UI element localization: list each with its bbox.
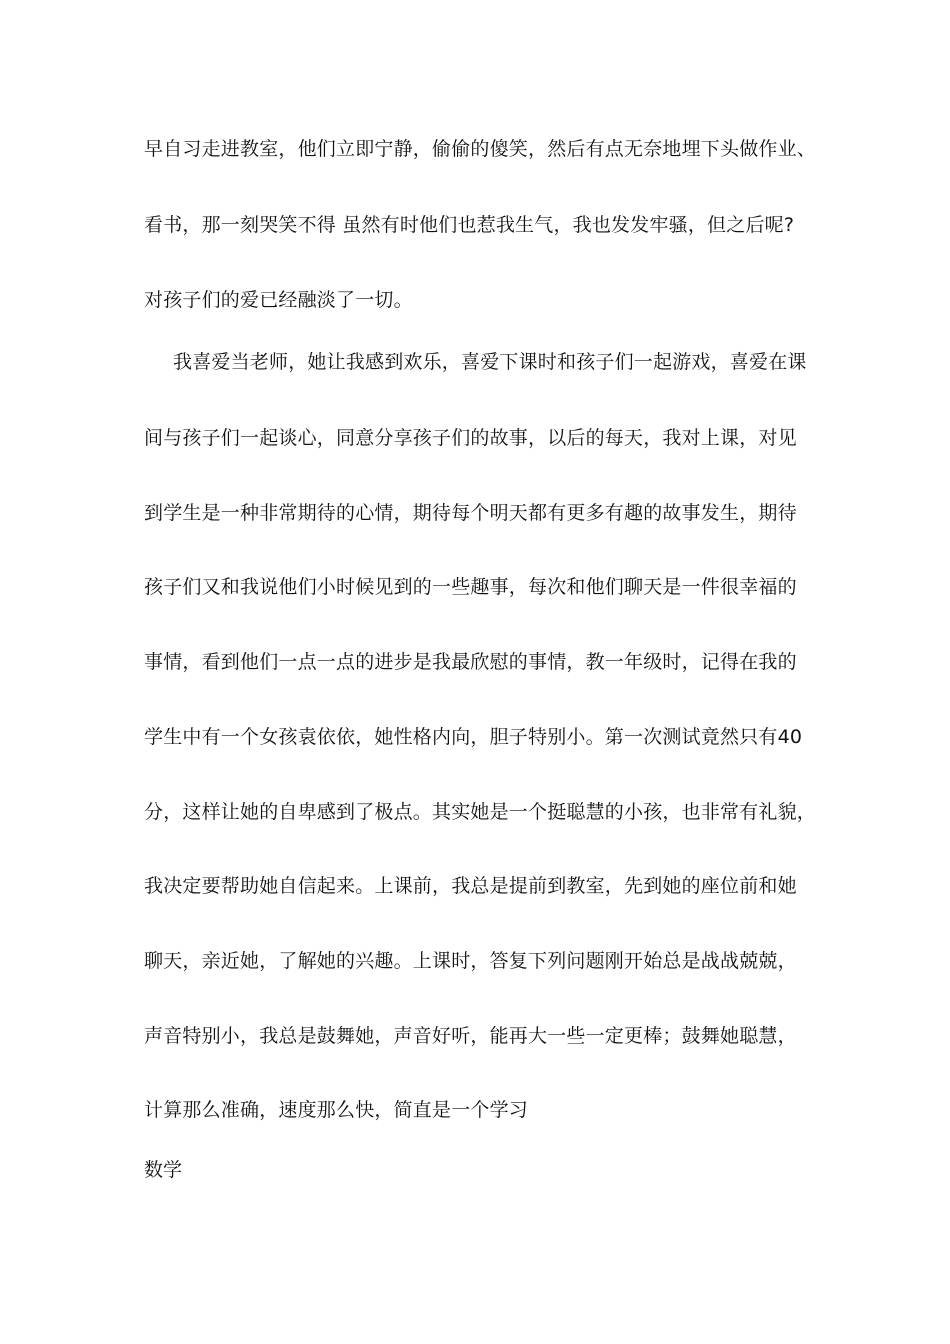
text-line-4: 我喜爱当老师，她让我感到欢乐，喜爱下课时和孩子们一起游戏，喜爱在课 (173, 351, 807, 373)
text-line-2: 看书，那一刻哭笑不得 虽然有时他们也惹我生气，我也发发牢骚，但之后呢? (144, 214, 795, 236)
text-line-5: 间与孩子们一起谈心，同意分享孩子们的故事，以后的每天，我对上课，对见 (144, 427, 797, 449)
text-line-6: 到学生是一种非常期待的心情，期待每个明天都有更多有趣的故事发生，期待 (144, 502, 797, 524)
text-line-14: 计算那么准确，速度那么快，简直是一个学习 (144, 1099, 529, 1121)
text-line-7: 孩子们又和我说他们小时候见到的一些趣事，每次和他们聊天是一件很幸福的 (144, 576, 797, 598)
text-line-9: 学生中有一个女孩袁依依，她性格内向，胆子特别小。第一次测试竟然只有40 (144, 726, 803, 748)
text-line-8: 事情，看到他们一点一点的进步是我最欣慰的事情，教一年级时，记得在我的 (144, 651, 797, 673)
text-line-1: 早自习走进教室，他们立即宁静，偷偷的傻笑，然后有点无奈地埋下头做作业、 (144, 138, 817, 160)
footer-word: 数学 (144, 1159, 183, 1181)
text-line-10: 分，这样让她的自卑感到了极点。其实她是一个挺聪慧的小孩，也非常有礼貌， (144, 801, 817, 823)
text-line-12: 聊天，亲近她，了解她的兴趣。上课时，答复下列问题刚开始总是战战兢兢， (144, 950, 797, 972)
text-line-13: 声音特别小，我总是鼓舞她，声音好听，能再大一些一定更棒；鼓舞她聪慧， (144, 1025, 797, 1047)
text-line-3: 对孩子们的爱已经融淡了一切。 (144, 289, 413, 311)
text-line-11: 我决定要帮助她自信起来。上课前，我总是提前到教室，先到她的座位前和她 (144, 875, 797, 897)
